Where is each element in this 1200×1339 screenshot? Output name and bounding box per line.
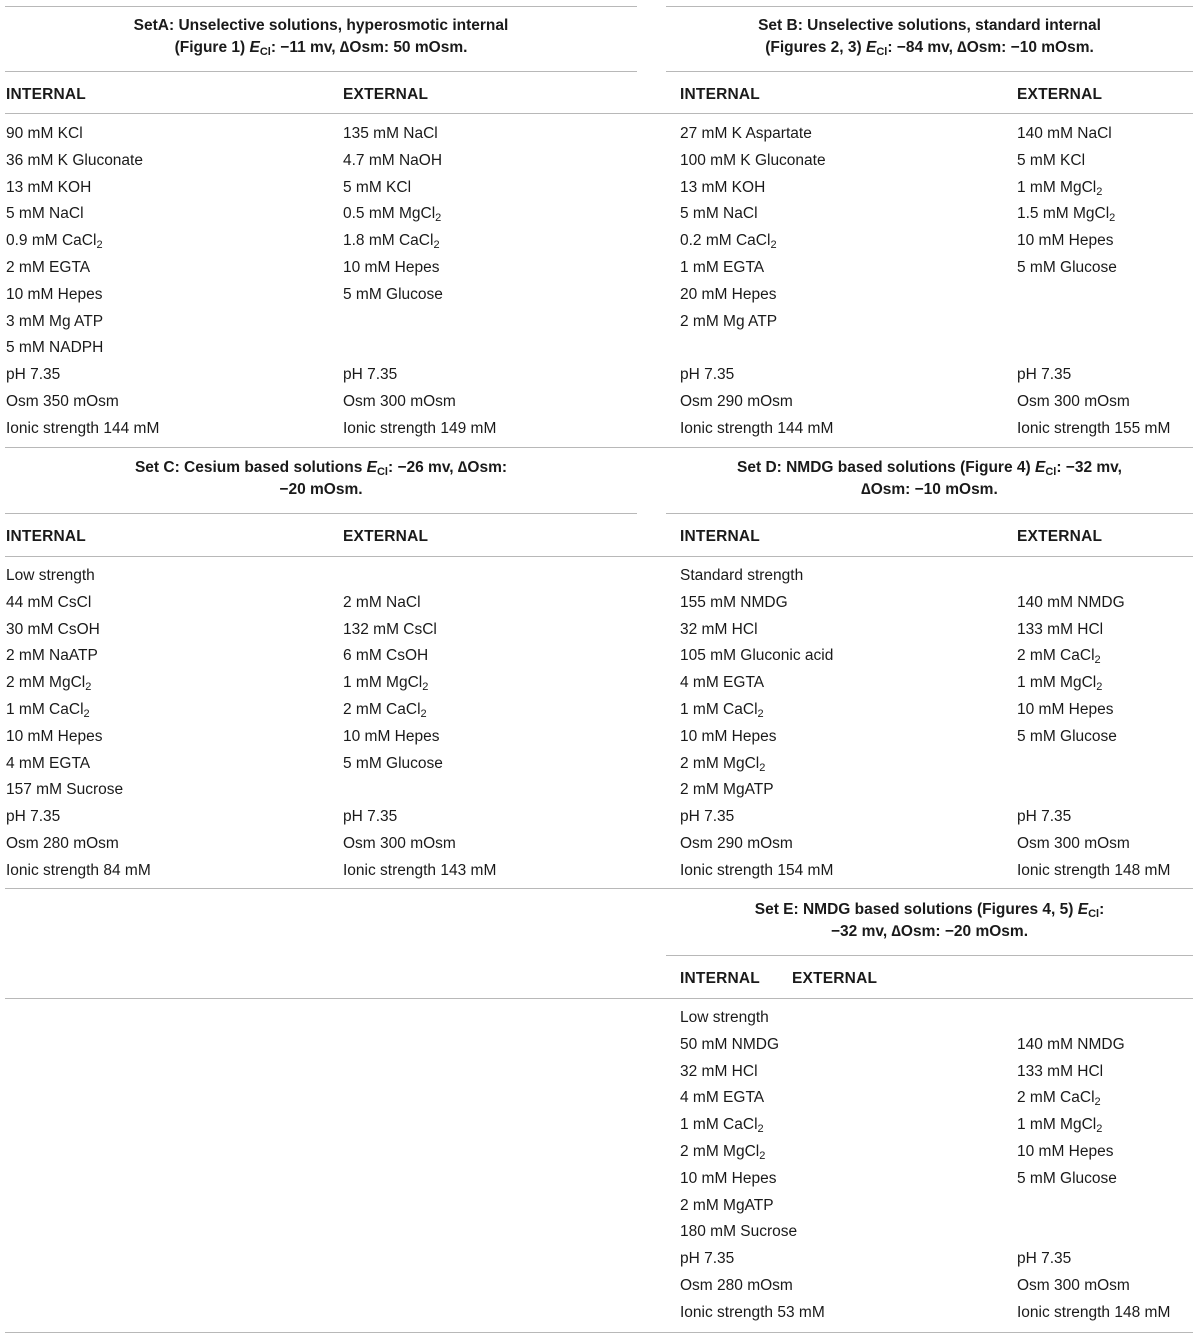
italic-symbol: E — [1077, 901, 1089, 918]
set-a-internal-cell — [6, 285, 102, 305]
rule-setB-title-bottom — [666, 71, 1193, 72]
set-a-external-cell — [343, 124, 438, 144]
set-d-external-cell — [1017, 807, 1071, 827]
text-run: 5 mM Glucose — [1017, 259, 1117, 276]
set-c-external-cell — [343, 620, 437, 640]
text-run: Ionic strength 143 mM — [343, 861, 497, 879]
subscript: Cl — [1045, 466, 1057, 478]
set-c-internal-cell — [6, 727, 102, 747]
text-run: pH 7.35 — [1017, 1250, 1072, 1268]
text-run: : −32 mv, — [1056, 459, 1122, 476]
set-e-internal-cell — [680, 1196, 774, 1216]
set-b-internal-header: INTERNAL — [680, 86, 760, 103]
text-run: Low strength — [6, 567, 95, 584]
set-d-external-cell — [1017, 620, 1103, 640]
set-c-external-cell — [343, 861, 496, 881]
text-run: : −11 mv, ∆Osm: 50 mOsm. — [270, 39, 468, 56]
set-b-external-cell — [1017, 204, 1115, 224]
text-run: : −84 mv, ∆Osm: −10 mOsm. — [887, 39, 1094, 56]
set-e-internal-cell — [680, 1303, 825, 1323]
set-e-internal-cell — [680, 1115, 764, 1135]
text-run: 2 mM MgATP — [680, 1196, 774, 1214]
rule-row1-header-bottom — [5, 113, 1193, 114]
text-run: 32 mM HCl — [680, 1062, 758, 1080]
text-run: 5 mM KCl — [343, 178, 412, 196]
set-b-internal-cell — [680, 151, 826, 171]
set-c-external-cell — [343, 700, 427, 720]
text-run: : −26 mv, ∆Osm: — [387, 459, 508, 476]
set-c-internal-cell — [6, 620, 100, 640]
set-c-internal-cell — [6, 834, 119, 854]
title-line — [666, 457, 1193, 479]
rule-row2-bottom — [5, 888, 1193, 889]
set-a-internal-cell — [6, 258, 90, 278]
set-d-external-header: EXTERNAL — [1017, 528, 1103, 545]
set-b-internal-cell — [680, 231, 777, 251]
text-run: Ionic strength 154 mM — [680, 861, 834, 879]
text-run: Ionic strength 148 mM — [1017, 1303, 1171, 1321]
text-run: 2 mM CaCl — [343, 701, 421, 718]
rule-setC-title-bottom — [5, 513, 637, 514]
set-a-internal-cell — [6, 338, 103, 358]
set-a-internal-cell — [6, 392, 119, 412]
set-c-internal-header: INTERNAL — [6, 528, 86, 545]
text-run: Osm 300 mOsm — [1017, 393, 1130, 410]
text-run: 157 mM Sucrose — [6, 781, 124, 799]
set-e-internal-cell — [680, 1169, 776, 1189]
text-run: 2 mM MgATP — [680, 781, 774, 799]
text-run: 5 mM Glucose — [343, 754, 443, 772]
text-run: 100 mM K Gluconate — [680, 151, 826, 169]
set-a-external-cell — [343, 392, 456, 412]
set-e-internal-cell — [680, 1035, 779, 1055]
set-c-internal-cell — [6, 754, 90, 774]
set-c-internal-cell — [6, 700, 90, 720]
text-run: 1 mM MgCl — [1017, 178, 1097, 196]
set-b-internal-cell — [680, 392, 793, 412]
text-run: 5 mM Glucose — [343, 285, 443, 303]
subscript: Cl — [876, 46, 888, 58]
text-run: 20 mM Hepes — [680, 285, 777, 303]
subscript: Cl — [1088, 908, 1100, 920]
text-run: 1 mM CaCl — [680, 1116, 758, 1134]
set-a-internal-cell — [6, 124, 83, 144]
text-run: Set B: Unselective solutions, standard internal — [758, 17, 1101, 34]
set-d-external-cell — [1017, 861, 1170, 881]
italic-symbol: E — [865, 39, 877, 56]
set-a-external-cell — [343, 285, 443, 305]
text-run: 2 mM CaCl — [1017, 647, 1095, 665]
set-c-external-cell — [343, 593, 421, 613]
set-b-internal-cell — [680, 124, 812, 144]
text-run: 4 mM EGTA — [680, 674, 765, 692]
subscript: 2 — [420, 708, 427, 720]
set-b-external-cell — [1017, 258, 1117, 278]
text-run: 133 mM HCl — [1017, 620, 1104, 638]
set-a-external-header: EXTERNAL — [343, 86, 429, 103]
set-c-internal-cell — [6, 780, 123, 800]
set-e-external-cell — [1017, 1249, 1071, 1269]
title-line — [666, 37, 1193, 59]
set-e-external-cell — [1017, 1088, 1101, 1108]
set-d-external-cell — [1017, 673, 1102, 693]
set-b-internal-cell — [680, 258, 764, 278]
text-run: 2 mM MgCl — [680, 1143, 760, 1160]
text-run: Ionic strength 149 mM — [343, 419, 497, 437]
set-d-internal-cell — [680, 780, 774, 800]
set-c-internal-cell — [6, 593, 91, 613]
set-e-internal-cell — [680, 1008, 769, 1028]
set-d-internal-cell — [680, 700, 764, 720]
rule-row1-bottom — [5, 447, 1193, 448]
text-run: pH 7.35 — [680, 808, 735, 826]
text-run: 1 mM EGTA — [680, 259, 765, 276]
set-d-internal-cell — [680, 566, 803, 586]
text-run: 27 mM K Aspartate — [680, 125, 812, 142]
text-run: 2 mM CaCl — [1017, 1089, 1095, 1107]
set-d-internal-cell — [680, 620, 758, 640]
text-run: Osm 300 mOsm — [343, 835, 456, 852]
subscript: 2 — [83, 708, 90, 720]
text-run: 5 mM KCl — [1017, 151, 1086, 169]
set-d-external-cell — [1017, 646, 1101, 666]
title-line — [666, 921, 1193, 943]
subscript: 2 — [759, 761, 766, 774]
text-run: 36 mM K Gluconate — [6, 151, 143, 169]
text-run: 50 mM NMDG — [680, 1035, 780, 1053]
text-run: 105 mM Gluconic acid — [680, 647, 834, 665]
text-run: Osm 290 mOsm — [680, 393, 793, 410]
rule-row3-header-bottom — [5, 998, 1193, 999]
set-a-external-cell — [343, 419, 496, 439]
text-run: 5 mM NaCl — [680, 205, 758, 223]
set-e-internal-cell — [680, 1249, 734, 1269]
set-e-external-cell — [1017, 1115, 1102, 1135]
text-run: : — [1099, 901, 1105, 918]
subscript: 2 — [1094, 1096, 1101, 1109]
subscript: 2 — [1096, 185, 1103, 198]
set-c-internal-cell — [6, 861, 151, 881]
text-run: Set E: NMDG based solutions (Figures 4, 5) — [754, 901, 1078, 918]
set-c-internal-cell — [6, 646, 98, 666]
set-a-external-cell — [343, 178, 411, 198]
subscript: Cl — [376, 466, 388, 478]
set-b-internal-cell — [680, 178, 765, 198]
set-e-external-cell — [1017, 1142, 1113, 1162]
subscript: 2 — [422, 681, 429, 694]
set-c-external-cell — [343, 646, 428, 666]
subscript: 2 — [96, 239, 103, 252]
text-run: 1 mM MgCl — [1017, 1116, 1097, 1134]
text-run: ∆Osm: −10 mOsm. — [861, 481, 998, 498]
set-b-external-cell — [1017, 392, 1130, 412]
set-a-external-cell — [343, 151, 442, 171]
set-b-external-cell — [1017, 231, 1113, 251]
text-run: Set C: Cesium based solutions — [134, 459, 367, 476]
text-run: 180 mM Sucrose — [680, 1223, 798, 1241]
title-line — [666, 479, 1193, 501]
text-run: 1 mM MgCl — [343, 674, 423, 692]
italic-symbol: E — [366, 459, 377, 476]
set-d-internal-cell — [680, 861, 833, 881]
set-b-internal-cell — [680, 312, 777, 332]
rule-bottom — [5, 1332, 1193, 1333]
set-e-external-cell — [1017, 1062, 1103, 1082]
title-line — [666, 15, 1193, 37]
text-run: pH 7.35 — [6, 808, 61, 826]
set-d-internal-cell — [680, 727, 776, 747]
set-b-internal-cell — [680, 204, 758, 224]
title-line — [5, 15, 637, 37]
set-a-external-cell — [343, 258, 439, 278]
text-run: 1.8 mM CaCl — [343, 232, 434, 250]
text-run: 10 mM Hepes — [343, 727, 440, 745]
text-run: 10 mM Hepes — [1017, 232, 1114, 250]
set-e-external-header: EXTERNAL — [792, 970, 878, 987]
text-run: pH 7.35 — [6, 366, 61, 384]
text-run: 135 mM NaCl — [343, 125, 438, 142]
text-run: 13 mM KOH — [6, 178, 92, 196]
text-run: SetA: Unselective solutions, hyperosmotic internal — [133, 17, 509, 34]
text-run: 32 mM HCl — [680, 620, 758, 638]
set-b-external-cell — [1017, 419, 1170, 439]
set-b-external-cell — [1017, 178, 1102, 198]
text-run: 5 mM NaCl — [6, 205, 84, 223]
set-d-title — [666, 457, 1193, 501]
title-line — [5, 37, 637, 59]
set-b-external-cell — [1017, 365, 1071, 385]
italic-symbol: E — [249, 39, 260, 56]
text-run: 4.7 mM NaOH — [343, 151, 443, 169]
rule-top-left — [5, 6, 637, 7]
text-run: (Figure 1) — [174, 39, 250, 56]
set-b-external-cell — [1017, 151, 1085, 171]
text-run: Ionic strength 53 mM — [680, 1303, 825, 1321]
set-e-title — [666, 899, 1193, 943]
subscript: 2 — [1096, 681, 1103, 694]
subscript: 2 — [757, 1123, 764, 1136]
text-run: 133 mM HCl — [1017, 1062, 1104, 1080]
text-run: (Figures 2, 3) — [765, 39, 866, 56]
title-line — [666, 899, 1193, 921]
set-c-external-cell — [343, 754, 443, 774]
text-run: 1.5 mM MgCl — [1017, 205, 1110, 223]
text-run: 1 mM CaCl — [6, 701, 84, 718]
text-run: 1 mM MgCl — [1017, 674, 1097, 692]
text-run: 30 mM CsOH — [6, 620, 100, 638]
italic-symbol: E — [1034, 459, 1046, 476]
text-run: pH 7.35 — [680, 1250, 735, 1268]
text-run: 4 mM EGTA — [680, 1089, 765, 1107]
rule-top-right — [666, 6, 1193, 7]
text-run: Ionic strength 144 mM — [680, 419, 834, 437]
set-d-internal-header: INTERNAL — [680, 528, 760, 545]
text-run: Osm 280 mOsm — [680, 1277, 793, 1294]
text-run: Set D: NMDG based solutions (Figure 4) — [737, 459, 1035, 476]
text-run: Osm 300 mOsm — [1017, 835, 1130, 852]
text-run: −20 mOsm. — [279, 481, 363, 498]
set-a-external-cell — [343, 204, 441, 224]
text-run: pH 7.35 — [1017, 808, 1072, 826]
set-d-internal-cell — [680, 646, 833, 666]
set-e-internal-cell — [680, 1222, 797, 1242]
text-run: 10 mM Hepes — [6, 285, 103, 303]
set-c-external-cell — [343, 673, 428, 693]
subscript: 2 — [85, 681, 92, 694]
subscript: 2 — [770, 239, 777, 252]
subscript: 2 — [1094, 654, 1101, 667]
subscript: 2 — [1109, 212, 1116, 225]
text-run: pH 7.35 — [1017, 366, 1072, 384]
text-run: Ionic strength 84 mM — [6, 861, 151, 879]
set-d-internal-cell — [680, 593, 788, 613]
text-run: Osm 300 mOsm — [1017, 1277, 1130, 1294]
text-run: Osm 290 mOsm — [680, 835, 793, 852]
text-run: Ionic strength 144 mM — [6, 419, 160, 437]
set-a-internal-cell — [6, 312, 103, 332]
set-e-internal-cell — [680, 1088, 764, 1108]
text-run: 2 mM Mg ATP — [680, 312, 778, 330]
set-d-internal-cell — [680, 673, 764, 693]
text-run: 3 mM Mg ATP — [6, 312, 104, 330]
set-d-external-cell — [1017, 727, 1117, 747]
set-a-title — [5, 15, 637, 59]
set-c-internal-cell — [6, 807, 60, 827]
set-a-internal-cell — [6, 204, 84, 224]
text-run: 44 mM CsCl — [6, 593, 92, 611]
rule-setE-title-bottom — [666, 955, 1193, 956]
text-run: 13 mM KOH — [680, 178, 766, 196]
set-a-external-cell — [343, 365, 397, 385]
set-d-external-cell — [1017, 834, 1130, 854]
set-a-internal-cell — [6, 419, 159, 439]
text-run: 0.2 mM CaCl — [680, 232, 771, 250]
text-run: 10 mM Hepes — [680, 1169, 777, 1187]
text-run: 90 mM KCl — [6, 125, 83, 142]
text-run: 10 mM Hepes — [1017, 701, 1114, 718]
set-d-external-cell — [1017, 593, 1125, 613]
set-a-external-cell — [343, 231, 440, 251]
subscript: 2 — [433, 239, 440, 252]
text-run: 5 mM Glucose — [1017, 1169, 1117, 1187]
set-c-internal-cell — [6, 673, 91, 693]
text-run: 6 mM CsOH — [343, 647, 429, 665]
text-run: 2 mM NaATP — [6, 647, 98, 665]
text-run: pH 7.35 — [343, 366, 398, 384]
text-run: Low strength — [680, 1009, 769, 1026]
set-b-internal-cell — [680, 285, 776, 305]
set-c-external-cell — [343, 727, 439, 747]
subscript: 2 — [759, 1150, 766, 1162]
text-run: 140 mM NMDG — [1017, 1035, 1125, 1053]
set-e-internal-cell — [680, 1062, 758, 1082]
set-a-internal-cell — [6, 151, 143, 171]
text-run: 155 mM NMDG — [680, 593, 788, 611]
text-run: 0.9 mM CaCl — [6, 232, 97, 250]
set-b-title — [666, 15, 1193, 59]
title-line — [5, 457, 637, 479]
set-e-internal-header: INTERNAL — [680, 970, 760, 987]
set-d-internal-cell — [680, 807, 734, 827]
set-a-internal-cell — [6, 231, 103, 251]
set-e-external-cell — [1017, 1276, 1130, 1296]
set-b-external-header: EXTERNAL — [1017, 86, 1103, 103]
set-e-external-cell — [1017, 1035, 1125, 1055]
text-run: 132 mM CsCl — [343, 620, 437, 638]
set-c-title — [5, 457, 637, 501]
set-d-external-cell — [1017, 700, 1113, 720]
text-run: −32 mv, ∆Osm: −20 mOsm. — [830, 923, 1029, 940]
text-run: Ionic strength 148 mM — [1017, 861, 1171, 879]
text-run: 10 mM Hepes — [1017, 1143, 1114, 1160]
text-run: 4 mM EGTA — [6, 754, 91, 772]
set-a-internal-header: INTERNAL — [6, 86, 86, 103]
text-run: pH 7.35 — [343, 808, 398, 826]
set-a-internal-cell — [6, 365, 60, 385]
text-run: 5 mM NADPH — [6, 339, 104, 357]
text-run: 2 mM MgCl — [680, 754, 760, 772]
text-run: 5 mM Glucose — [1017, 727, 1117, 745]
subscript: 2 — [435, 212, 442, 225]
set-a-internal-cell — [6, 178, 91, 198]
rule-setA-title-bottom — [5, 71, 637, 72]
rule-row2-header-bottom — [5, 556, 1193, 557]
subscript: 2 — [1096, 1123, 1103, 1136]
set-e-internal-cell — [680, 1142, 765, 1162]
text-run: 140 mM NMDG — [1017, 593, 1125, 611]
set-c-external-cell — [343, 834, 456, 854]
set-c-external-cell — [343, 807, 397, 827]
text-run: 2 mM MgCl — [6, 674, 86, 692]
text-run: Standard strength — [680, 567, 804, 584]
text-run: 10 mM Hepes — [343, 259, 440, 276]
text-run: Osm 350 mOsm — [6, 393, 119, 410]
rule-setD-title-bottom — [666, 513, 1193, 514]
subscript: 2 — [757, 708, 764, 720]
title-line — [5, 479, 637, 501]
set-e-external-cell — [1017, 1303, 1170, 1323]
set-e-external-cell — [1017, 1169, 1117, 1189]
set-b-internal-cell — [680, 365, 734, 385]
text-run: 1 mM CaCl — [680, 701, 758, 718]
subscript: Cl — [259, 46, 271, 58]
set-d-internal-cell — [680, 834, 793, 854]
text-run: 2 mM NaCl — [343, 593, 421, 611]
set-c-internal-cell — [6, 566, 95, 586]
text-run: Osm 300 mOsm — [343, 393, 456, 410]
set-b-external-cell — [1017, 124, 1112, 144]
text-run: Osm 280 mOsm — [6, 835, 119, 852]
text-run: 2 mM EGTA — [6, 259, 91, 276]
set-c-external-header: EXTERNAL — [343, 528, 429, 545]
text-run: 10 mM Hepes — [6, 727, 103, 745]
set-b-internal-cell — [680, 419, 833, 439]
text-run: 140 mM NaCl — [1017, 125, 1112, 142]
text-run: 10 mM Hepes — [680, 727, 777, 745]
text-run: Ionic strength 155 mM — [1017, 419, 1171, 437]
text-run: 0.5 mM MgCl — [343, 205, 436, 223]
set-e-internal-cell — [680, 1276, 793, 1296]
set-d-internal-cell — [680, 754, 765, 774]
text-run: pH 7.35 — [680, 366, 735, 384]
